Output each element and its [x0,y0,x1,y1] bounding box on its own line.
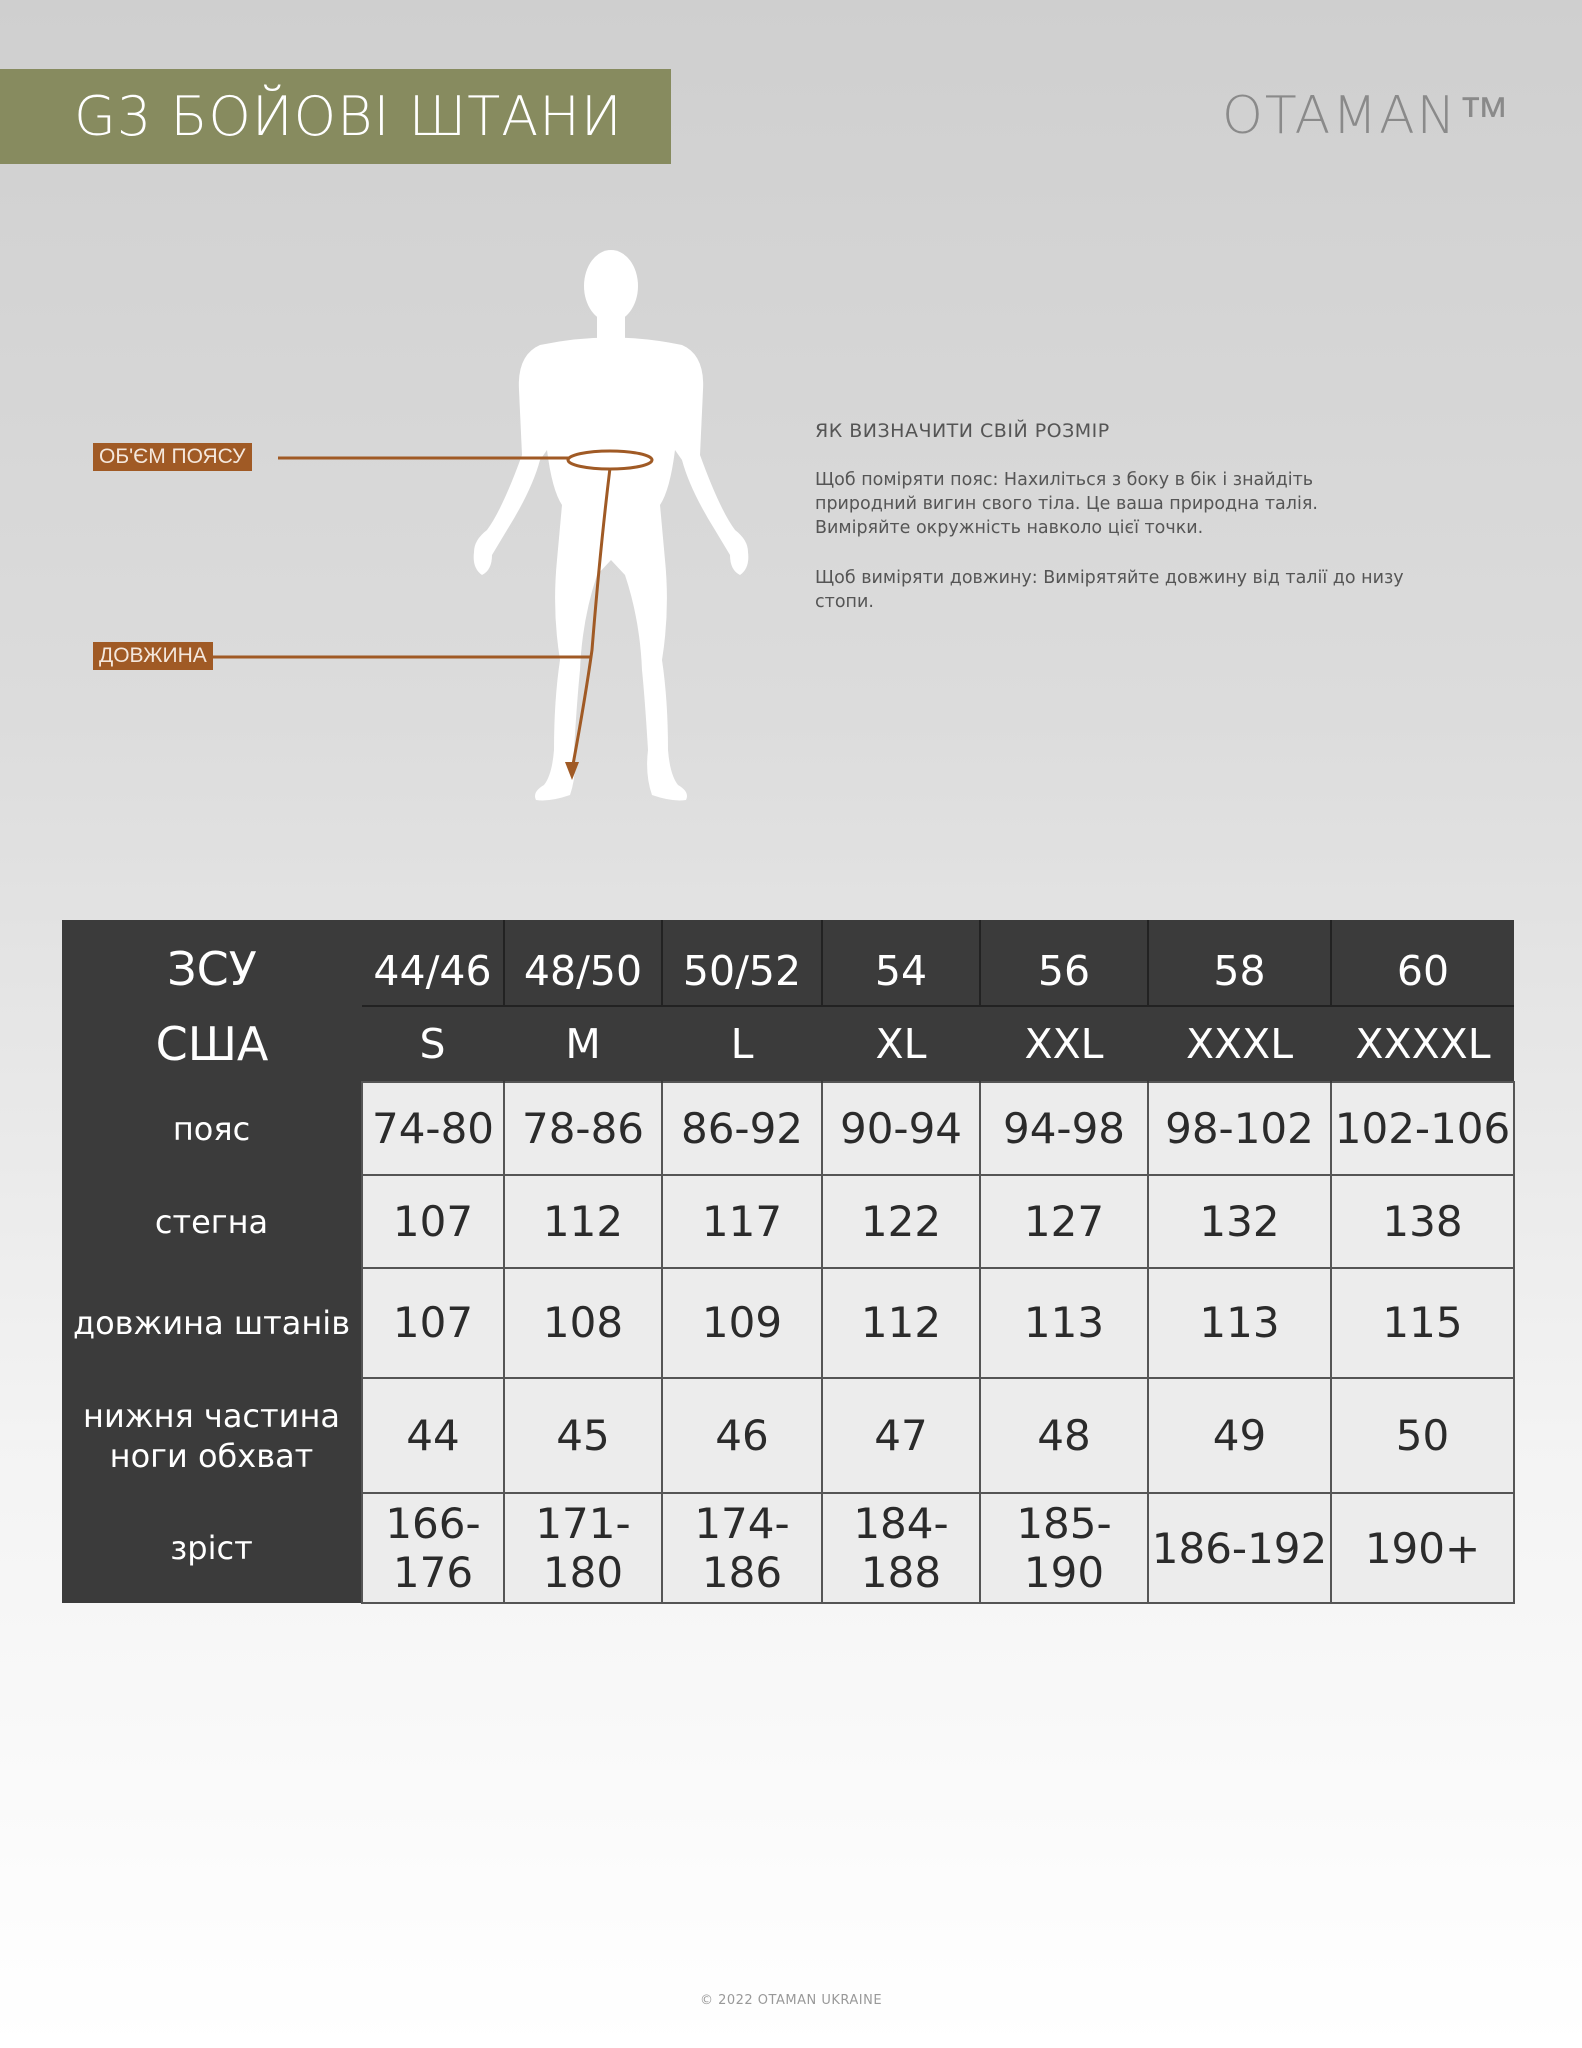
usa-size: S [362,1006,504,1082]
row-label: довжина штанів [62,1268,362,1378]
table-cell: 115 [1331,1268,1514,1378]
zsu-size: 50/52 [662,920,822,1006]
page-title: G3 БОЙОВІ ШТАНИ [74,85,623,148]
table-cell: 171-180 [504,1493,662,1603]
length-callout: ДОВЖИНА [93,642,213,670]
table-cell: 109 [662,1268,822,1378]
usa-size: XXL [980,1006,1148,1082]
title-banner [0,69,671,164]
table-cell: 138 [1331,1175,1514,1268]
zsu-size: 60 [1331,920,1514,1006]
usa-label: США [62,1006,362,1082]
row-label: зріст [62,1493,362,1603]
row-label: нижня частина ноги обхват [62,1378,362,1494]
table-cell: 44 [362,1378,504,1494]
table-cell: 102-106 [1331,1082,1514,1175]
table-cell: 86-92 [662,1082,822,1175]
table-cell: 47 [822,1378,980,1494]
length-instruction: Щоб виміряти довжину: Вимірятяйте довжину від талії до низу стопи. [815,568,1404,612]
table-cell: 49 [1148,1378,1331,1494]
table-cell: 94-98 [980,1082,1148,1175]
body-figure-diagram [0,230,900,830]
table-cell: 90-94 [822,1082,980,1175]
zsu-size: 48/50 [504,920,662,1006]
table-row-calf [62,1378,1514,1494]
row-label: стегна [62,1175,362,1268]
zsu-label: ЗСУ [62,920,362,1006]
table-cell: 184-188 [822,1493,980,1603]
waist-callout: ОБ'ЄМ ПОЯСУ [93,443,252,471]
table-cell: 186-192 [1148,1493,1331,1603]
copyright-footer: © 2022 OTAMAN UKRAINE [699,1993,883,2008]
table-cell: 112 [504,1175,662,1268]
usa-size: XXXL [1148,1006,1331,1082]
human-silhouette [474,250,749,800]
table-row-waist [62,1082,1514,1175]
table-cell: 174-186 [662,1493,822,1603]
table-cell: 112 [822,1268,980,1378]
usa-size-row [62,1006,1514,1082]
table-cell: 107 [362,1268,504,1378]
table-cell: 46 [662,1378,822,1494]
table-cell: 74-80 [362,1082,504,1175]
table-cell: 107 [362,1175,504,1268]
table-cell: 132 [1148,1175,1331,1268]
usa-size: XXXXL [1331,1006,1514,1082]
size-instructions [815,420,1415,640]
zsu-size: 44/46 [362,920,504,1006]
table-cell: 127 [980,1175,1148,1268]
table-cell: 122 [822,1175,980,1268]
table-cell: 185-190 [980,1493,1148,1603]
size-chart-table [62,920,1515,1604]
row-label: пояс [62,1082,362,1175]
usa-size: L [662,1006,822,1082]
table-cell: 108 [504,1268,662,1378]
usa-size: XL [822,1006,980,1082]
table-row-height [62,1493,1514,1603]
brand-logo: OTAMAN™ [1222,86,1512,146]
usa-size: M [504,1006,662,1082]
table-cell: 113 [1148,1268,1331,1378]
zsu-size: 58 [1148,920,1331,1006]
table-cell: 166-176 [362,1493,504,1603]
zsu-size: 56 [980,920,1148,1006]
zsu-size: 54 [822,920,980,1006]
table-cell: 78-86 [504,1082,662,1175]
table-cell: 50 [1331,1378,1514,1494]
table-row-hips [62,1175,1514,1268]
table-cell: 45 [504,1378,662,1494]
table-cell: 113 [980,1268,1148,1378]
waist-instruction: Щоб поміряти пояс: Нахиліться з боку в бік і знайдіть природний вигин свого тіла. Це ваша природна талія. Виміряйте окружність навколо цієї точки. [815,470,1318,538]
table-cell: 190+ [1331,1493,1514,1603]
zsu-size-row [62,920,1514,1006]
table-cell: 117 [662,1175,822,1268]
table-cell: 48 [980,1378,1148,1494]
table-row-length [62,1268,1514,1378]
table-cell: 98-102 [1148,1082,1331,1175]
instructions-heading: ЯК ВИЗНАЧИТИ СВІЙ РОЗМІР [815,420,1110,442]
